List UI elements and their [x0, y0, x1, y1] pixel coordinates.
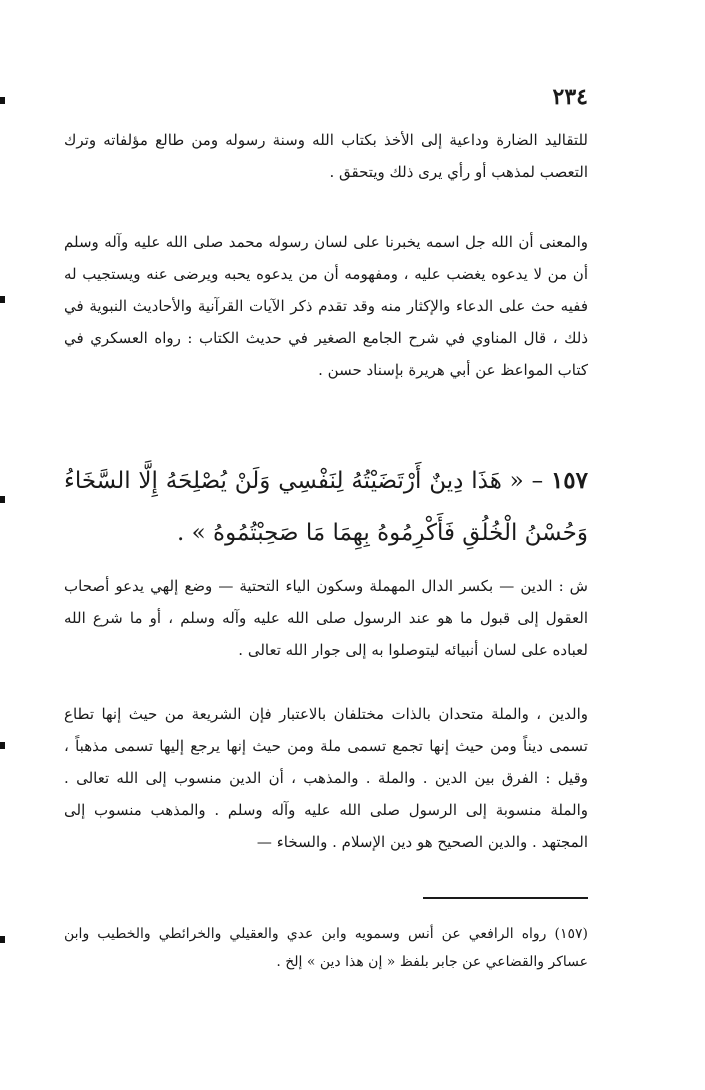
hadith-number: ١٥٧ [550, 467, 589, 494]
paragraph-text: والمعنى أن الله جل اسمه يخبرنا على لسان رسوله محمد صلى الله عليه وآله وسلم أن من لا يدعوه يغضب عليه ، ومفهومه أن من يدعوه يحبه ويرضى عنه ويستجيب له ففيه حث على الدعاء والإكثار منه وقد تقدم ذكر الآيات القرآنية والأحاديث النبوية في ذلك ، قال المناوي في شرح الجامع الصغير في حديث الكتاب : رواه العسكري في كتاب المواعظ عن أبي هريرة بإسناد حسن . [64, 233, 588, 379]
binding-mark [0, 496, 5, 503]
footnote-divider [423, 897, 588, 899]
binding-mark [0, 97, 5, 104]
footnote [64, 920, 588, 976]
commentary-text: ش : الدين — بكسر الدال المهملة وسكون الياء التحتية — وضع إلهي يدعو أصحاب العقول إلى قبول ما هو عند الرسول صلى الله عليه وآله وسلم ، أو ما شرع الله لعباده على لسان أنبيائه ليتوصلوا به إلى جوار الله تعالى . [64, 577, 588, 659]
hadith-block [64, 455, 588, 559]
binding-mark [0, 296, 5, 303]
body-paragraph [64, 124, 588, 188]
commentary-paragraph [64, 698, 588, 858]
paragraph-text: للتقاليد الضارة وداعية إلى الأخذ بكتاب الله وسنة رسوله ومن طالع مؤلفاته وترك التعصب لمذهب أو رأي يرى ذلك ويتحقق . [64, 131, 588, 181]
footnote-text: رواه الرافعي عن أنس وسمويه وابن عدي والعقيلي والخرائطي والخطيب وابن عساكر والقضاعي عن جابر بلفظ « إن هذا دين » إلخ . [64, 926, 588, 970]
footnote-number: (١٥٧) [554, 926, 589, 942]
commentary-text: والدين ، والملة متحدان بالذات مختلفان بالاعتبار فإن الشريعة من حيث إنها تطاع تسمى ديناً ومن حيث إنها تجمع تسمى ملة ومن حيث إنها يرجع إليها تسمى مذهباً ، وقيل : الفرق بين الدين . والملة . والمذهب ، أن الدين منسوب إلى الله تعالى . والملة منسوبة إلى الرسول صلى الله عليه وآله وسلم . والمذهب منسوب إلى المجتهد . والدين الصحيح هو دين الإسلام . والسخاء — [64, 705, 588, 851]
body-paragraph [64, 226, 588, 386]
page-number: ٢٣٤ [552, 84, 588, 110]
binding-mark [0, 742, 5, 749]
binding-mark [0, 936, 5, 943]
commentary-paragraph [64, 570, 588, 666]
hadith-text: – « هَذَا دِينٌ أَرْتَضَيْتُهُ لِنَفْسِي وَلَنْ يُصْلِحَهُ إِلَّا السَّخَاءُ وَحُسْنُ الْخُلُقِ فَأَكْرِمُوهُ بِهِمَا مَا صَحِبْتُمُوهُ » . [64, 468, 588, 546]
